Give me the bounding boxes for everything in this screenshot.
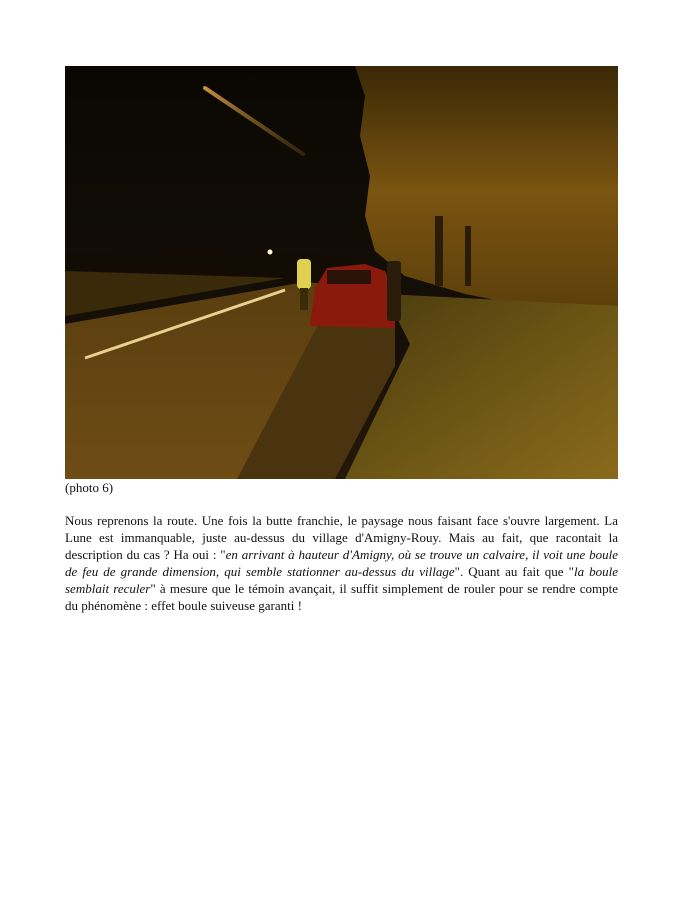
night-road-photo (65, 66, 618, 479)
body-paragraph (65, 512, 618, 614)
tree-trunk (435, 216, 443, 286)
quote-italic: la boule semblait reculer (65, 564, 619, 596)
paragraph-text: ". Quant au fait que " (454, 564, 574, 579)
standing-person (387, 261, 401, 321)
car-window (327, 270, 371, 284)
street-light (268, 250, 273, 255)
quote-italic: en arrivant à hauteur d'Amigny, où se trouve un calvaire, il voit une boule de feu de grande dimension, qui semble stationner au-dessus du village (65, 547, 618, 579)
paragraph-text: Nous reprenons la route. Une fois la butte franchie, le paysage nous faisant face s'ouvre largement. La Lune est immanquable, juste au-dessus du village d'Amigny-Rouy. Mais au fait, que racontait la description du cas ? Ha oui : " (65, 513, 618, 562)
photo-caption: (photo 6) (65, 480, 114, 495)
paragraph-text: " à mesure que le témoin avançait, il suffit simplement de rouler pour se rendre compte du phénomène : effet boule suiveuse garanti ! (65, 581, 618, 613)
walking-person (297, 259, 311, 289)
tree-trunk (465, 226, 471, 286)
walking-person-legs (300, 288, 308, 310)
